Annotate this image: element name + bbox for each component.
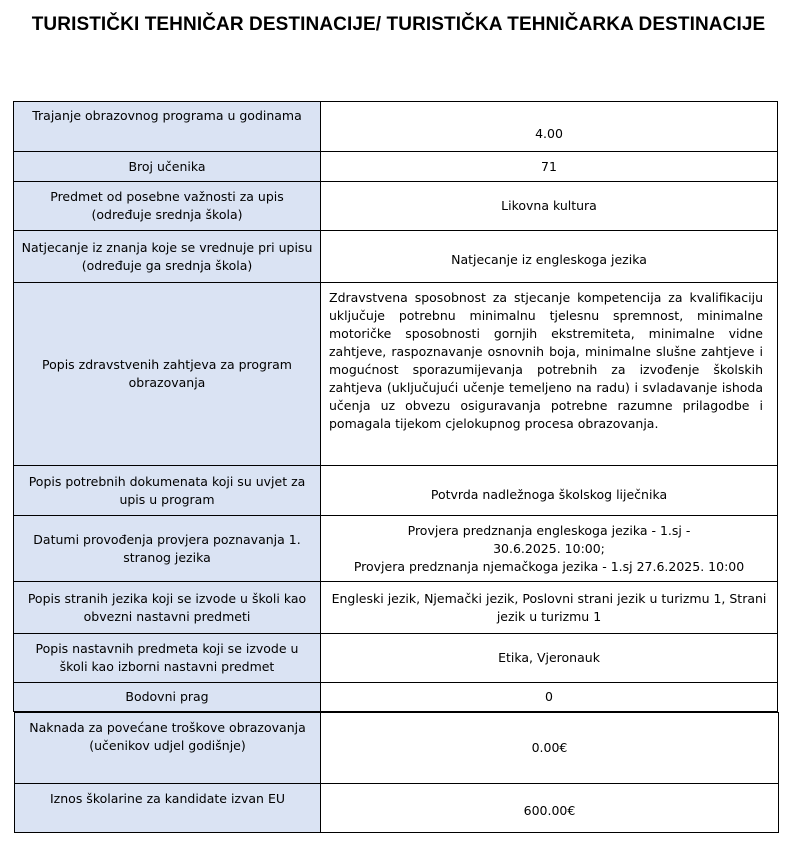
row-value-broj-ucenika: 71 bbox=[321, 152, 778, 182]
table-row bbox=[14, 152, 778, 182]
table-row bbox=[14, 634, 778, 683]
table-row bbox=[15, 784, 779, 833]
table-row bbox=[14, 582, 778, 634]
row-label-broj-ucenika: Broj učenika bbox=[14, 152, 321, 182]
row-label-dokumenti: Popis potrebnih dokumenata koji su uvjet za upis u program bbox=[14, 466, 321, 516]
row-value-strani-jezici: Engleski jezik, Njemački jezik, Poslovni strani jezik u turizmu 1, Strani jezik u turizmu 1 bbox=[321, 582, 778, 634]
row-value-bodovni-prag: 0 bbox=[321, 683, 778, 712]
row-value-skolarina: 600.00€ bbox=[321, 784, 779, 833]
row-label-natjecanje: Natjecanje iz znanja koje se vrednuje pri upisu (određuje ga srednja škola) bbox=[14, 231, 321, 283]
table-row bbox=[14, 466, 778, 516]
table-row bbox=[15, 713, 779, 784]
row-label-strani-jezici: Popis stranih jezika koji se izvode u školi kao obvezni nastavni predmeti bbox=[14, 582, 321, 634]
program-info-table bbox=[13, 101, 778, 712]
row-value-natjecanje: Natjecanje iz engleskoga jezika bbox=[321, 231, 778, 283]
page-title: TURISTIČKI TEHNIČAR DESTINACIJE/ TURISTIČKA TEHNIČARKA DESTINACIJE bbox=[31, 14, 766, 35]
table-row bbox=[14, 516, 778, 582]
row-value-naknada: 0.00€ bbox=[321, 713, 779, 784]
row-label-zdravstveni: Popis zdravstvenih zahtjeva za program obrazovanja bbox=[14, 283, 321, 466]
row-value-trajanje: 4.00 bbox=[321, 102, 778, 152]
row-label-naknada: Naknada za povećane troškove obrazovanja (učenikov udjel godišnje) bbox=[15, 713, 321, 784]
row-label-bodovni-prag: Bodovni prag bbox=[14, 683, 321, 712]
row-value-datumi bbox=[321, 516, 778, 582]
row-label-datumi: Datumi provođenja provjera poznavanja 1. stranog jezika bbox=[14, 516, 321, 582]
row-value-izborni: Etika, Vjeronauk bbox=[321, 634, 778, 683]
row-label-skolarina: Iznos školarine za kandidate izvan EU bbox=[15, 784, 321, 833]
datumi-line-1: Provjera predznanja engleskoga jezika - 1.sj - bbox=[407, 522, 691, 538]
table-row bbox=[14, 683, 778, 712]
fees-table bbox=[14, 712, 779, 833]
row-label-predmet: Predmet od posebne važnosti za upis (određuje srednja škola) bbox=[14, 182, 321, 231]
datumi-line-2: 30.6.2025. 10:00; bbox=[493, 540, 605, 556]
table-row bbox=[14, 102, 778, 152]
row-value-dokumenti: Potvrda nadležnoga školskog liječnika bbox=[321, 466, 778, 516]
row-label-izborni: Popis nastavnih predmeta koji se izvode u školi kao izborni nastavni predmet bbox=[14, 634, 321, 683]
table-row bbox=[14, 182, 778, 231]
table-row bbox=[14, 283, 778, 466]
row-value-predmet: Likovna kultura bbox=[321, 182, 778, 231]
table-row bbox=[14, 231, 778, 283]
row-label-trajanje: Trajanje obrazovnog programa u godinama bbox=[14, 102, 321, 152]
row-value-zdravstveni: Zdravstvena sposobnost za stjecanje kompetencija za kvalifikaciju uključuje potrebnu minimalnu tjelesnu spremnost, minimalne motoričke sposobnosti gornjih ekstremiteta, minimalne vidne zahtjeve, raspoznavanje osnovnih boja, minimalne slušne zahtjeve i mogućnost sporazumijevanja potrebnih za izvođenje školskih zahtjeva (uključujući učenje temeljeno na radu) i svladavanje ishoda učenja uz obvezu osiguravanja potrebne razumne prilagodbe i pomagala tijekom cjelokupnog procesa obrazovanja. bbox=[321, 283, 778, 466]
datumi-line-3: Provjera predznanja njemačkoga jezika - 1.sj 27.6.2025. 10:00 bbox=[353, 558, 745, 574]
